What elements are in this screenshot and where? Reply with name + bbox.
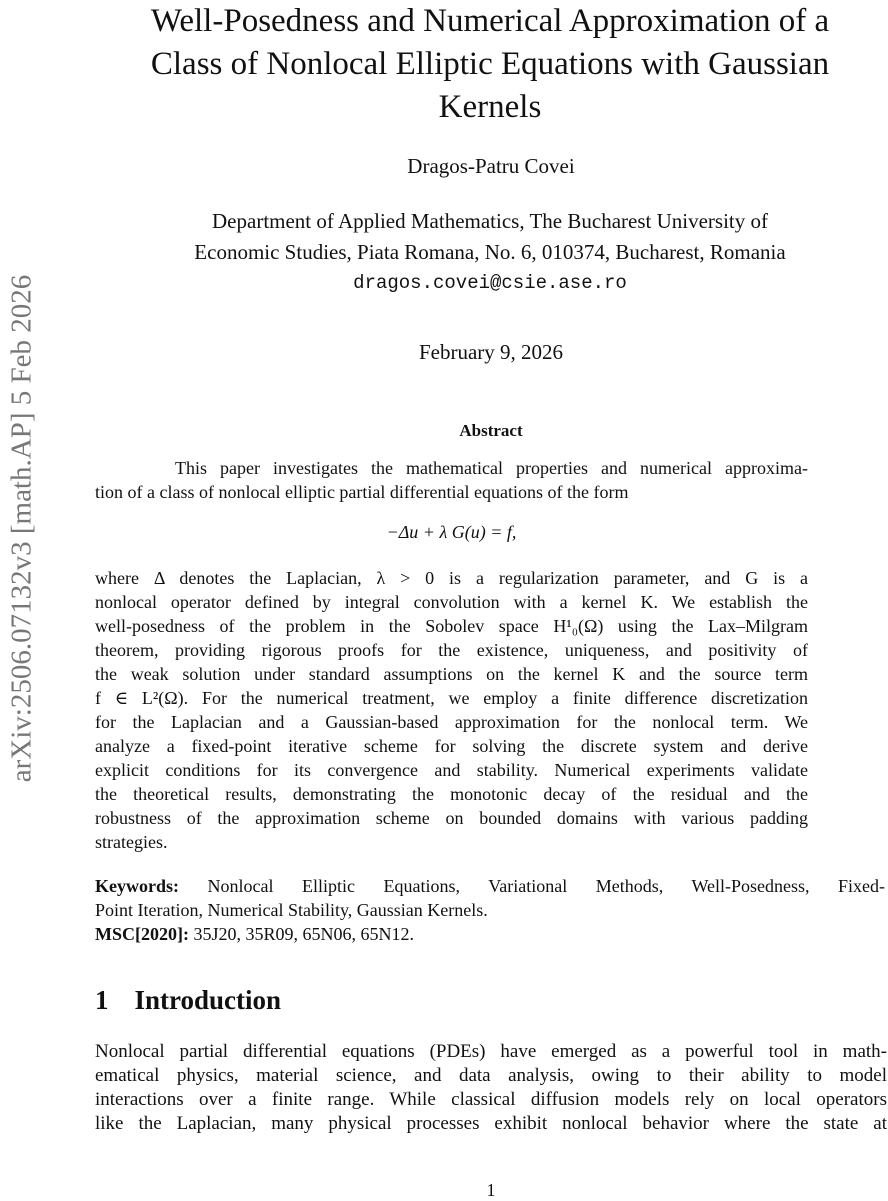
affiliation [80, 206, 888, 299]
introduction-text [95, 1040, 887, 1136]
abstract-line: well-posedness of the problem in the Sobolev space H¹₀(Ω) using the Lax–Milgram [95, 616, 808, 636]
section-number: 1 [95, 985, 109, 1015]
title-line: Kernels [438, 89, 542, 125]
msc-label: MSC[2020]: [95, 924, 189, 944]
intro-line: Nonlocal partial differential equations (PDEs) have emerged as a powerful tool in math- [95, 1041, 887, 1062]
author-email[interactable]: dragos.covei@csie.ase.ro [353, 272, 627, 294]
intro-line: interactions over a finite range. While classical diffusion models rely on local operators [95, 1089, 887, 1110]
abstract-line: robustness of the approximation scheme on bounded domains with various padding [95, 808, 808, 828]
abstract-equation: −Δu + λ G(u) = f, [386, 522, 517, 542]
abstract-heading: Abstract [459, 421, 523, 440]
arxiv-stamp: arXiv:2506.07132v3 [math.AP] 5 Feb 2026 [5, 274, 38, 783]
abstract-line: nonlocal operator defined by integral convolution with a kernel K. We establish the [95, 592, 808, 612]
abstract-line: f ∈ L²(Ω). For the numerical treatment, we employ a finite difference discretization [95, 688, 808, 708]
abstract-line: This paper investigates the mathematical properties and numerical approxima- [175, 458, 808, 478]
paper-date: February 9, 2026 [418, 340, 564, 364]
keywords [95, 874, 885, 946]
author-name: Dragos-Patru Covei [407, 154, 575, 178]
abstract-line: the weak solution under standard assumptions on the kernel K and the source term [95, 664, 808, 684]
keywords-text: Nonlocal Elliptic Equations, Variational Methods, Well-Posedness, Fixed- [207, 876, 886, 896]
affiliation-line: Department of Applied Mathematics, The Bucharest University of [212, 209, 768, 233]
msc-codes: 35J20, 35R09, 65N06, 65N12. [193, 924, 414, 944]
keywords-text: Point Iteration, Numerical Stability, Gaussian Kernels. [95, 900, 488, 920]
intro-line: ematical physics, material science, and data analysis, owing to their ability to model [95, 1065, 887, 1086]
title-line: Well-Posedness and Numerical Approximation of a [150, 3, 830, 39]
page-number: 1 [486, 1180, 496, 1200]
affiliation-line: Economic Studies, Piata Romana, No. 6, 010374, Bucharest, Romania [194, 240, 786, 264]
abstract-body [95, 566, 808, 854]
title-line: Class of Nonlocal Elliptic Equations with Gaussian [150, 46, 830, 82]
abstract-line: strategies. [95, 832, 168, 852]
keywords-label: Keywords: [95, 876, 179, 896]
abstract-line: explicit conditions for its convergence and stability. Numerical experiments validate [95, 760, 808, 780]
paper-title [80, 0, 888, 129]
abstract-line: theorem, providing rigorous proofs for the existence, uniqueness, and positivity of [95, 640, 808, 660]
section-title: Introduction [134, 985, 282, 1015]
abstract-intro [95, 456, 808, 504]
abstract-line: the theoretical results, demonstrating the monotonic decay of the residual and the [95, 784, 808, 804]
abstract-line: analyze a fixed-point iterative scheme for solving the discrete system and derive [95, 736, 808, 756]
abstract-line: tion of a class of nonlocal elliptic partial differential equations of the form [95, 482, 629, 502]
section-heading [95, 985, 281, 1016]
abstract-line: where Δ denotes the Laplacian, λ > 0 is a regularization parameter, and G is a [95, 568, 808, 588]
intro-line: like the Laplacian, many physical processes exhibit nonlocal behavior where the state at [95, 1113, 887, 1134]
abstract-line: for the Laplacian and a Gaussian-based approximation for the nonlocal term. We [95, 712, 808, 732]
